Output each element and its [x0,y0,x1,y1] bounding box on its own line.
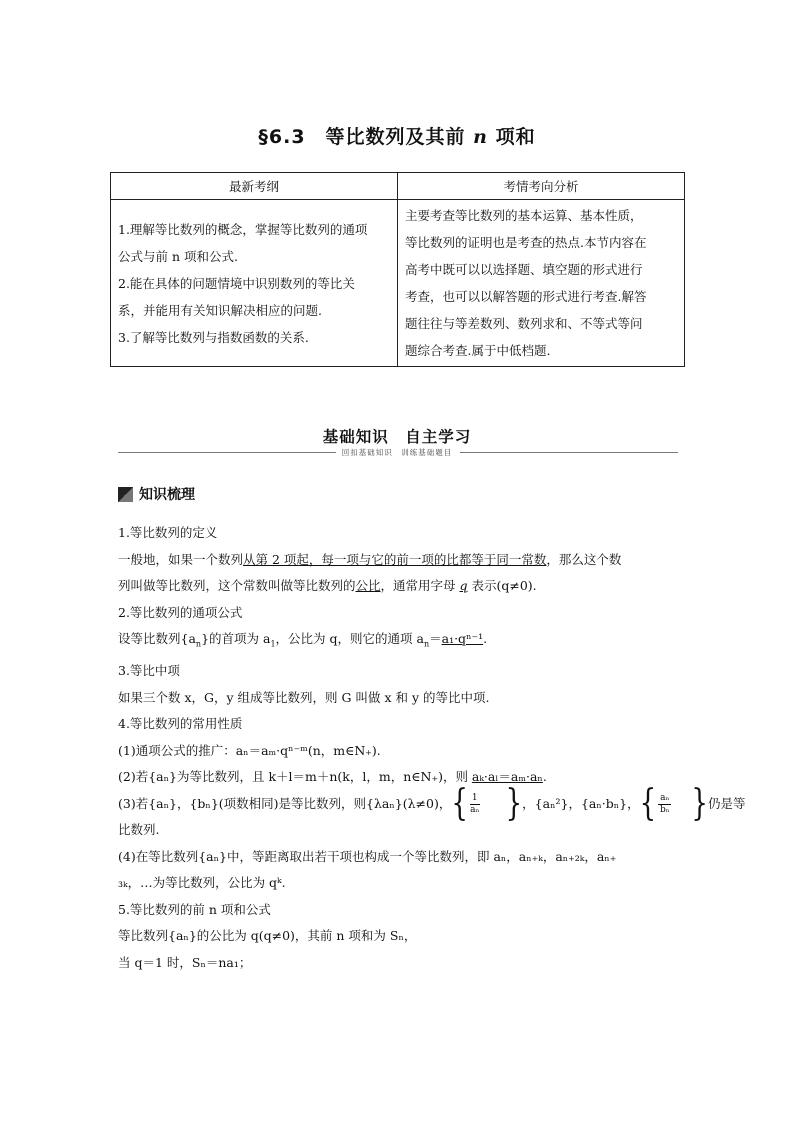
title-suffix: 项和 [487,126,536,148]
section-subtitle: 回扣基础知识 训练基础题目 [341,448,453,457]
syllabus-line: 1.理解等比数列的概念，掌握等比数列的通项 [118,221,368,237]
square-bullet-icon [118,487,133,502]
subsection-heading-text: 知识梳理 [139,487,195,503]
syllabus-cell [111,200,398,367]
text: 设等比数列{a [118,631,196,646]
fraction-denominator: aₙ [470,804,480,815]
table-head-right: 考情考向分析 [398,173,685,200]
syllabus-line: 公式与前 n 项和公式. [118,248,238,264]
text: }的首项为 a [201,631,271,646]
paragraph-3: 如果三个数 x，G，y 组成等比数列，则 G 叫做 x 和 y 的等比中项. [118,689,490,705]
table-head-left: 最新考纲 [111,173,398,200]
property-3 [118,783,746,825]
syllabus-line: 3.了解等比数列与指数函数的关系. [118,329,309,345]
fraction-ratio: { $\frac{\text{aₙ}}{\text{bₙ}}$ } [639,783,708,825]
analysis-line: 题综合考查.属于中低档题. [405,343,551,358]
analysis-line: 题往往与等差数列、数列求和、不等式等问 [405,316,643,331]
fraction-denominator: bₙ [659,804,670,815]
property-4a: (4)在等比数列{aₙ}中，等距离取出若干项也构成一个等比数列，即 aₙ，aₙ₊ₖ，aₙ₊₂ₖ，aₙ₊ [118,848,617,864]
text: . [542,769,547,784]
fraction-reciprocal: { $\frac{1}{\text{aₙ}}$ } [451,783,523,825]
text: 列叫做等比数列，这个常数叫做等比数列的 [118,578,356,593]
analysis-line: 高考中既可以以选择题、填空题的形式进行 [405,262,643,277]
analysis-line: 考查，也可以以解答题的形式进行考查.解答 [405,289,647,304]
text: ＝ [429,631,442,646]
paragraph-1b [118,573,678,600]
title-n: n [473,126,488,148]
syllabus-line: 2.能在具体的问题情境中识别数列的等比关 [118,275,355,291]
analysis-line: 主要考查等比数列的基本运算、基本性质， [405,208,643,223]
fraction-numerator: aₙ [660,792,670,803]
heading-1: 1.等比数列的定义 [118,525,218,540]
underlined-definition: 从第 2 项起，每一项与它的前一项的比都等于同一常数 [243,551,547,567]
syllabus-line: 系，并能用有关知识解决相应的问题. [118,302,322,318]
property-1: (1)通项公式的推广：aₙ＝aₘ·qⁿ⁻ᵐ(n，m∈N₊). [118,742,381,758]
underlined-q: q [459,578,468,593]
property-3-cont: 比数列. [118,822,160,837]
heading-2: 2.等比数列的通项公式 [118,604,243,620]
underlined-formula: aₖ·aₗ＝aₘ·aₙ [471,769,543,784]
analysis-line: 等比数列的证明也是考查的热点.本节内容在 [405,235,647,250]
heading-3: 3.等比中项 [118,663,180,678]
underlined-formula: a₁·qⁿ⁻¹ [441,631,484,646]
page-title [0,122,794,149]
paragraph-2: 设等比数列$\{a_n\}$的首项为 $a_1$，公比为 q，则它的通项 $a_n=a_1\cdot q^{n-1}$. [118,631,488,649]
fraction-numerator: 1 [471,792,478,803]
analysis-cell [398,200,685,367]
underlined-term: 公比 [355,578,381,593]
subsection-heading [118,484,195,504]
paragraph-1a [118,547,678,574]
text: ，公比为 q，则它的通项 a [275,631,424,646]
text: ，那么这个数 [546,551,622,567]
text: 表示(q≠0). [467,578,537,593]
text: 仍是等 [707,795,746,811]
title-prefix: §6.3 等比数列及其前 [258,126,474,148]
paragraph-6: 当 q＝1 时，Sₙ＝na₁； [118,954,252,970]
heading-4: 4.等比数列的常用性质 [118,716,243,731]
paragraph-5: 等比数列{aₙ}的公比为 q(q≠0)，其前 n 项和为 Sₙ， [118,928,417,943]
section-divider-right [460,452,678,453]
syllabus-table [110,172,685,367]
heading-5: 5.等比数列的前 n 项和公式 [118,901,271,917]
text: 一般地，如果一个数列 [118,551,244,567]
text: ，通常用字母 [380,578,460,593]
property-2 [118,764,678,791]
text: (3)若{aₙ}，{bₙ}(项数相同)是等比数列，则{λaₙ}(λ≠0)， [118,795,452,811]
property-4b: ₃ₖ，…为等比数列，公比为 qᵏ. [118,875,286,890]
text: (2)若{aₙ}为等比数列，且 k＋l＝m＋n(k，l，m，n∈N₊)，则 [118,769,472,784]
text: ，{aₙ²}，{aₙ·bₙ}， [522,795,640,811]
section-title: 基础知识 自主学习 [322,428,472,446]
content-body [118,520,746,976]
text: . [483,631,488,646]
